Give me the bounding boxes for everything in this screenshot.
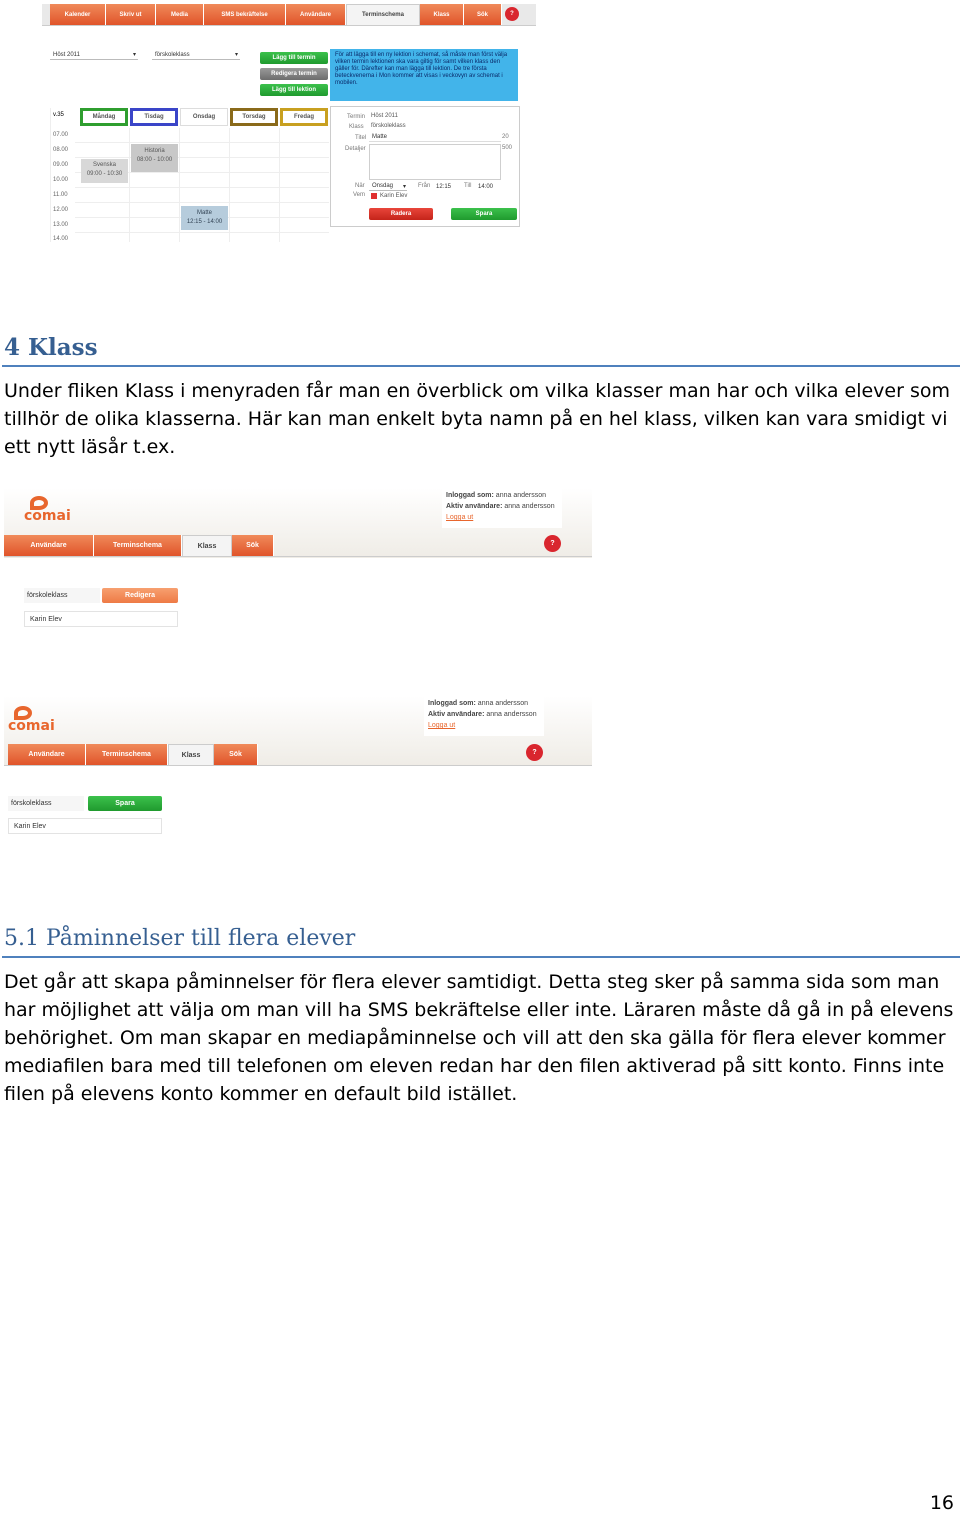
title-counter: 20: [502, 134, 509, 140]
tab-anvandare[interactable]: Användare: [8, 744, 86, 765]
section-heading: 5.1 Påminnelser till flera elever: [4, 926, 356, 951]
section-heading: 4 Klass: [4, 334, 98, 361]
form-label: Vem: [353, 192, 366, 198]
grid-line: [75, 232, 329, 233]
save-button[interactable]: Spara: [451, 208, 517, 220]
form-label: Detaljer: [345, 146, 366, 152]
time-label: 14.00: [53, 236, 69, 242]
lesson-time: 08:00 - 10:00: [136, 157, 173, 163]
add-term-button[interactable]: Lägg till termin: [260, 52, 328, 64]
lesson-block[interactable]: [81, 159, 128, 183]
lesson-form: [330, 106, 520, 227]
time-label: 09.00: [53, 162, 69, 168]
chevron-down-icon: ▾: [132, 52, 136, 58]
add-lesson-button[interactable]: Lägg till lektion: [260, 84, 328, 96]
tab-anvandare[interactable]: Användare: [286, 4, 346, 25]
grid-line: [179, 128, 180, 242]
student-row[interactable]: Karin Elev: [24, 611, 178, 627]
class-name-field[interactable]: förskoleklass: [8, 796, 84, 811]
section-paragraph: Under fliken Klass i menyraden får man en överblick om vilka klasser man har och vilka elever som tillhör de olika klasserna. Här kan man enkelt byta namn på en hel klass, vilken kan vara smidigt vi ett nytt läsår t.ex.: [4, 380, 951, 458]
details-counter: 500: [502, 145, 513, 151]
comai-logo: comai: [8, 706, 55, 734]
day-header-tuesday[interactable]: Tisdag: [130, 108, 178, 126]
logout-link[interactable]: Logga ut: [428, 722, 456, 729]
week-label: v.35: [53, 112, 64, 118]
day-header-wednesday[interactable]: Onsdag: [180, 108, 228, 126]
time-label: 07.00: [53, 132, 69, 138]
class-select-value: förskoleklass: [155, 51, 190, 58]
tab-terminschema[interactable]: Terminschema: [86, 744, 168, 765]
time-label: 10.00: [53, 177, 69, 183]
lesson-name: Matte: [196, 210, 212, 216]
page-number: 16: [929, 1492, 954, 1514]
to-input[interactable]: 14:00: [475, 182, 495, 191]
time-label: 12.00: [53, 207, 69, 213]
help-icon[interactable]: ?: [505, 7, 519, 21]
tab-klass[interactable]: Klass: [168, 744, 214, 765]
term-select[interactable]: [50, 50, 138, 60]
time-label: 08.00: [53, 147, 69, 153]
grid-line: [75, 157, 329, 158]
from-input[interactable]: 12:15: [433, 182, 453, 191]
tab-sms-bekraftelse[interactable]: SMS bekräftelse: [204, 4, 286, 25]
day-header-monday[interactable]: Måndag: [80, 108, 128, 126]
schedule-nav-bar: [42, 4, 536, 26]
grid-line: [75, 142, 329, 143]
title-input[interactable]: Matte: [369, 133, 501, 142]
grid-line: [129, 128, 130, 242]
student-name: Karin Elev: [380, 193, 408, 199]
tab-kalender[interactable]: Kalender: [50, 4, 106, 25]
lesson-block[interactable]: [131, 144, 178, 172]
form-label: Titel: [355, 135, 367, 141]
delete-button[interactable]: Radera: [369, 208, 433, 220]
student-checkbox[interactable]: [371, 193, 407, 199]
form-label: Termin: [347, 114, 366, 120]
active-user-line: Aktiv användare: anna andersson: [428, 711, 537, 718]
login-line: Inloggad som: anna andersson: [428, 700, 529, 707]
tab-anvandare[interactable]: Användare: [4, 535, 94, 556]
chevron-down-icon: ▾: [402, 183, 406, 190]
info-box: [330, 49, 518, 101]
tab-terminschema[interactable]: Terminschema: [94, 535, 182, 556]
term-select-value: Höst 2011: [53, 51, 80, 58]
checkbox-icon: [371, 193, 377, 199]
term-value: Höst 2011: [371, 113, 398, 119]
grid-line: [229, 128, 230, 242]
grid-line: [75, 187, 329, 188]
tab-sok[interactable]: Sök: [232, 535, 274, 556]
class-name-field[interactable]: förskoleklass: [24, 588, 100, 603]
login-box: [442, 488, 562, 528]
schedule-screenshot: [42, 4, 536, 242]
details-textarea[interactable]: [369, 144, 501, 180]
day-header-friday[interactable]: Fredag: [280, 108, 328, 126]
grid-line: [75, 202, 329, 203]
chevron-down-icon: ▾: [234, 52, 238, 58]
lesson-block[interactable]: [181, 206, 228, 230]
calendar-grid: [50, 108, 328, 242]
heading-rule: [2, 956, 960, 958]
edit-term-button[interactable]: Redigera termin: [260, 68, 328, 80]
comai-logo: comai: [24, 496, 71, 524]
tab-klass[interactable]: Klass: [182, 535, 232, 556]
time-label: 11.00: [53, 192, 68, 198]
lesson-time: 12:15 - 14:00: [186, 219, 223, 225]
login-line: Inloggad som: anna andersson: [446, 492, 547, 499]
form-label: Klass: [349, 124, 364, 130]
logout-link[interactable]: Logga ut: [446, 514, 474, 521]
lesson-name: Historia: [144, 148, 165, 154]
tab-sok[interactable]: Sök: [214, 744, 258, 765]
student-row[interactable]: Karin Elev: [8, 818, 162, 834]
nav-bar: [4, 535, 592, 557]
form-label: Till: [464, 183, 472, 189]
section-paragraph: Det går att skapa påminnelser för flera elever samtidigt. Detta steg sker på samma sida som man har möjlighet att välja om man vill ha SMS bekräftelse eller inte. Läraren måste då gå in på elevens behörighet. Om man skapar en mediapåminnelse och vill att den ska gälla för flera elever kommer mediafilen bara med till telefonen om eleven redan har den filen aktiverad på sitt konto. Finns inte filen på elevens konto kommer en default bild istället.: [4, 971, 954, 1105]
edit-class-button[interactable]: Redigera: [102, 588, 178, 603]
help-icon[interactable]: ?: [544, 535, 561, 552]
time-label: 13.00: [53, 222, 69, 228]
form-label: Från: [418, 183, 431, 189]
tab-terminschema[interactable]: Terminschema: [346, 4, 420, 25]
info-text: För att lägga till en ny lektion i schemat, så måste man först välja vilken termin lektionen ska vara giltig för samt vilken klass den gäller för. Därefter kan man lägga till lektion. De tre första beteckvenerna i Mon kommer att visas i veckovyn av schemat i mobilen.: [335, 52, 508, 86]
active-user-line: Aktiv användare: anna andersson: [446, 503, 555, 510]
class-screenshot-save: [4, 696, 592, 841]
tab-klass[interactable]: Klass: [420, 4, 464, 25]
grid-line: [279, 128, 280, 242]
help-icon[interactable]: ?: [526, 744, 543, 761]
tab-skriv-ut[interactable]: Skriv ut: [106, 4, 156, 25]
tab-sok[interactable]: Sök: [464, 4, 502, 25]
heading-rule: [2, 365, 960, 367]
nav-bar: [4, 744, 592, 766]
class-value: förskoleklass: [371, 123, 406, 129]
day-header-thursday[interactable]: Torsdag: [230, 108, 278, 126]
lesson-name: Svenska: [92, 162, 116, 168]
save-class-button[interactable]: Spara: [88, 796, 162, 811]
lesson-time: 09:00 - 10:30: [86, 171, 123, 177]
tab-media[interactable]: Media: [156, 4, 204, 25]
login-box: [424, 696, 544, 736]
form-label: När: [355, 183, 365, 189]
class-screenshot-edit: [4, 488, 592, 633]
day-select[interactable]: Onsdag ▾: [369, 182, 407, 191]
class-select[interactable]: [152, 50, 240, 60]
